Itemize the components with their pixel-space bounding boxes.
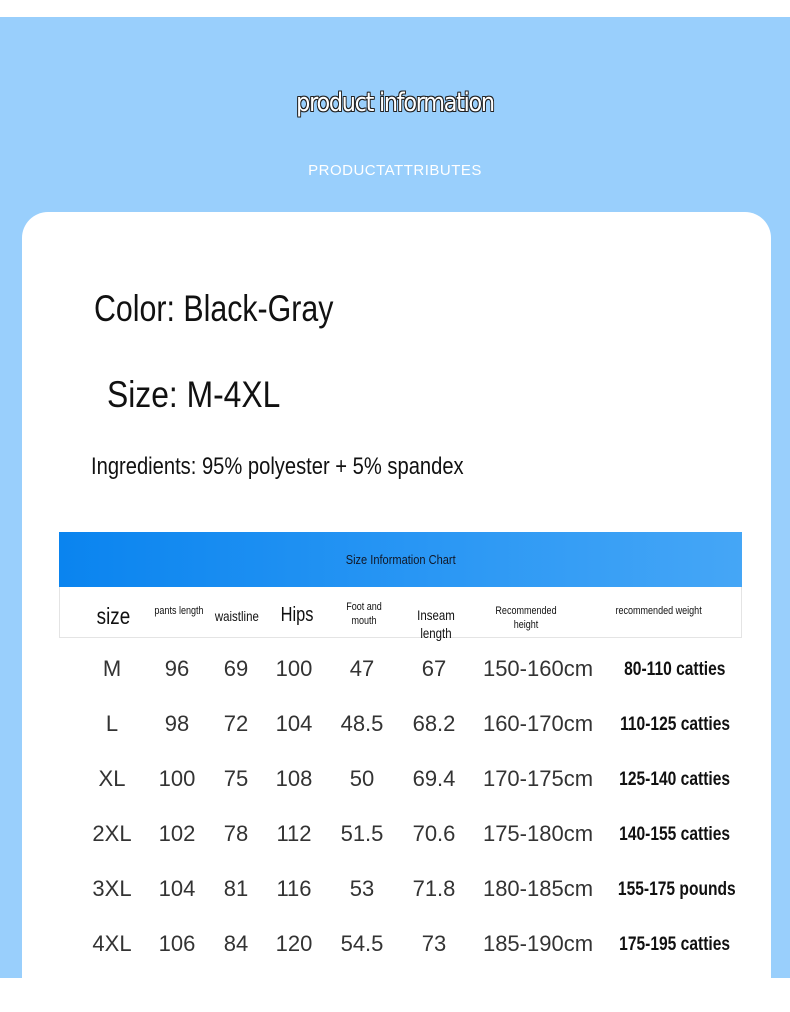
- table-row: [59, 821, 742, 861]
- table-cell: 53: [349, 876, 375, 901]
- ingredients-text: Ingredients: 95% polyester + 5% spandex: [91, 453, 464, 480]
- table-cell: 100: [158, 766, 196, 791]
- table-row: [59, 766, 742, 806]
- table-cell: 140-155 catties: [619, 824, 731, 845]
- column-header: recommended weight: [615, 605, 703, 617]
- table-cell: 81: [223, 876, 249, 901]
- table-cell: 71.8: [412, 876, 456, 901]
- table-cell: 51.5: [340, 821, 384, 846]
- column-header: Foot and mouth: [346, 601, 382, 627]
- table-cell: 98: [164, 711, 190, 736]
- column-header: size: [96, 603, 130, 629]
- table-cell: L: [105, 711, 119, 736]
- table-cell: 68.2: [412, 711, 456, 736]
- table-cell: 96: [164, 656, 190, 681]
- top-strip: [0, 0, 790, 17]
- table-row: [59, 931, 742, 971]
- column-header: Hips: [280, 604, 314, 626]
- page-subtitle: PRODUCTATTRIBUTES: [308, 162, 482, 179]
- page-title: product information: [296, 88, 494, 118]
- table-cell: 50: [349, 766, 375, 791]
- table-cell: 102: [158, 821, 196, 846]
- table-cell: 108: [275, 766, 313, 791]
- table-cell: 54.5: [340, 931, 384, 956]
- size-text: Size: M-4XL: [107, 374, 281, 415]
- table-cell: M: [102, 656, 122, 681]
- table-cell: 160-170cm: [482, 711, 594, 736]
- table-cell: 3XL: [92, 876, 132, 901]
- table-cell: 170-175cm: [482, 766, 594, 791]
- table-cell: 185-190cm: [482, 931, 594, 956]
- table-cell: 78: [223, 821, 249, 846]
- table-cell: 175-195 catties: [619, 934, 731, 955]
- table-cell: 4XL: [92, 931, 132, 956]
- table-row: [59, 876, 742, 916]
- table-cell: 75: [223, 766, 249, 791]
- table-cell: 155-175 pounds: [617, 879, 736, 900]
- table-cell: 120: [275, 931, 313, 956]
- color-text: Color: Black-Gray: [94, 288, 334, 329]
- table-cell: 47: [349, 656, 375, 681]
- table-cell: 84: [223, 931, 249, 956]
- table-cell: 125-140 catties: [619, 769, 731, 790]
- column-header: Recommended height: [495, 605, 557, 631]
- table-row: [59, 656, 742, 696]
- table-cell: 180-185cm: [482, 876, 594, 901]
- table-row: [59, 711, 742, 751]
- table-cell: 116: [276, 876, 312, 901]
- size-chart-title: Size Information Chart: [345, 552, 456, 567]
- table-cell: 112: [276, 821, 312, 846]
- table-cell: 110-125 catties: [619, 714, 731, 735]
- table-cell: 72: [223, 711, 249, 736]
- size-chart-header-band: [59, 532, 742, 587]
- table-cell: 70.6: [412, 821, 456, 846]
- table-cell: 73: [421, 931, 447, 956]
- table-cell: 150-160cm: [482, 656, 594, 681]
- table-cell: 100: [275, 656, 313, 681]
- table-cell: 2XL: [92, 821, 132, 846]
- column-header: Inseam length: [417, 607, 455, 641]
- table-cell: 104: [275, 711, 313, 736]
- table-cell: 69: [223, 656, 249, 681]
- column-header: waistline: [214, 608, 260, 624]
- table-cell: 80-110 catties: [624, 659, 726, 680]
- table-cell: 104: [158, 876, 196, 901]
- table-cell: 67: [421, 656, 447, 681]
- table-cell: 48.5: [340, 711, 384, 736]
- table-cell: XL: [98, 766, 126, 791]
- table-cell: 69.4: [412, 766, 456, 791]
- column-header: pants length: [154, 605, 204, 617]
- table-cell: 175-180cm: [482, 821, 594, 846]
- size-chart-column-headers: [59, 587, 742, 641]
- table-cell: 106: [158, 931, 196, 956]
